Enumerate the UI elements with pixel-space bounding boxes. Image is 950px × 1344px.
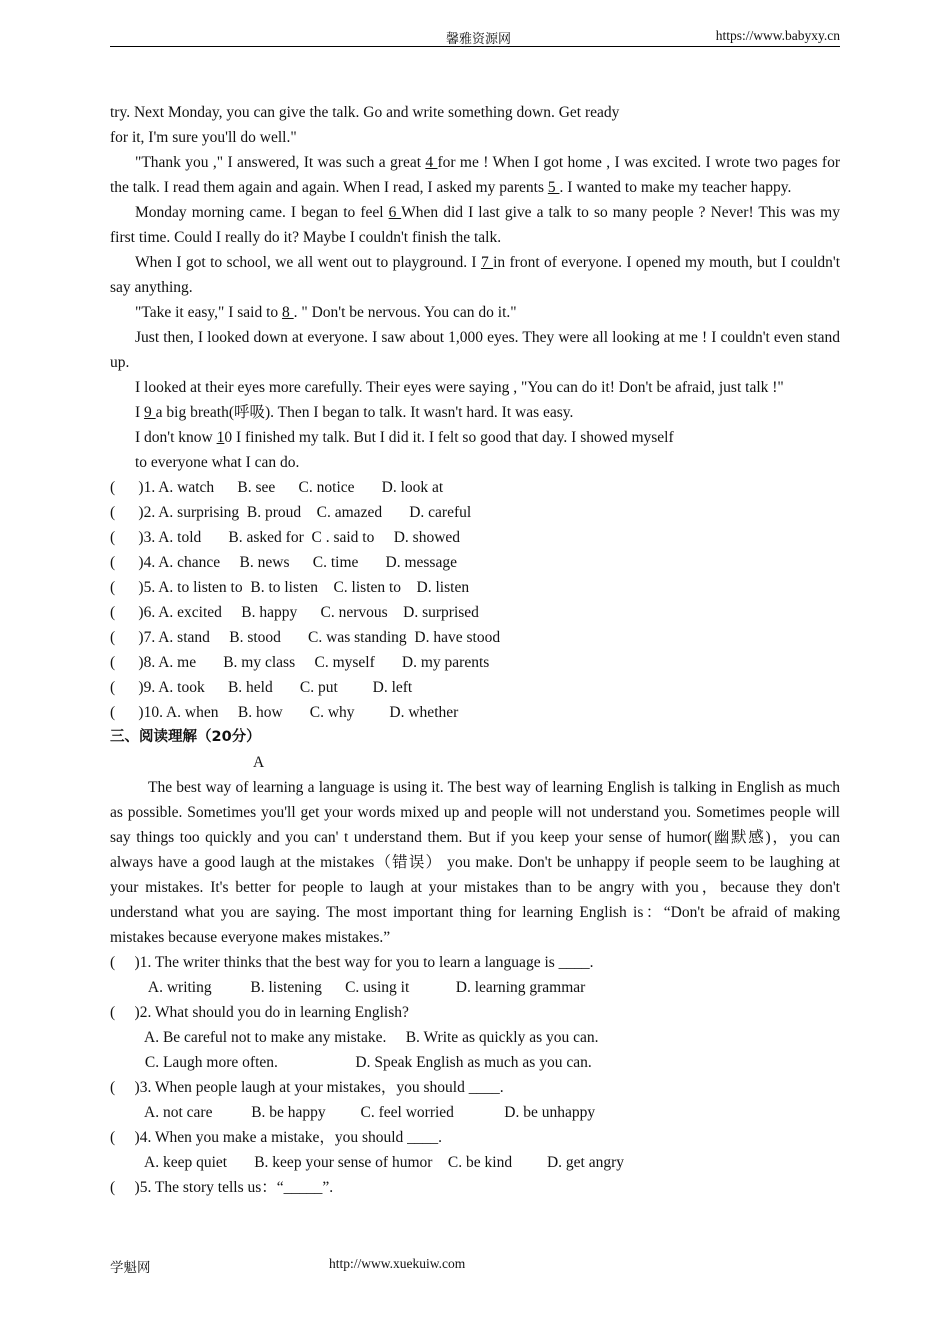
story-paragraph-11: to everyone what I can do. — [135, 454, 300, 471]
story-paragraph-7: Just then, I looked down at everyone. I saw about 1,000 eyes. They were all looking at me ! I couldn't even stand up. — [110, 329, 840, 371]
reading-question-4-options: A. keep quiet B. keep your sense of humor C. be kind D. get angry — [110, 1154, 624, 1171]
cloze-question: ( )8. A. me B. my class C. myself D. my parents — [110, 654, 490, 671]
reading-question-3-options: A. not care B. be happy C. feel worried D. be unhappy — [110, 1104, 596, 1121]
cloze-question: ( )5. A. to listen to B. to listen C. listen to D. listen — [110, 579, 470, 596]
cloze-question: ( )1. A. watch B. see C. notice D. look at — [110, 479, 444, 496]
cloze-question: ( )2. A. surprising B. proud C. amazed D. careful — [110, 504, 472, 521]
story-paragraph-8: I looked at their eyes more carefully. Their eyes were saying , "You can do it! Don't be afraid, just talk !" — [135, 379, 784, 396]
blank-4: 4 — [425, 154, 438, 171]
cloze-question: ( )10. A. when B. how C. why D. whether — [110, 704, 459, 721]
cloze-question: ( )7. A. stand B. stood C. was standing D. have stood — [110, 629, 501, 646]
footer-site-name: 学魁网 — [110, 1260, 151, 1275]
reading-question-2-options-cd: C. Laugh more often. D. Speak English as much as you can. — [110, 1054, 592, 1071]
cloze-question: ( )3. A. told B. asked for C . said to D. showed — [110, 529, 461, 546]
reading-question-3: ( )3. When people laugh at your mistakes，you should ____. — [110, 1079, 504, 1096]
passage-a: The best way of learning a language is using it. The best way of learning English is talking in English as much as possible. Sometimes you'll get your words mixed up and people will not understand you. Sometimes people will say things too quickly and you can' t understand them. But if you keep your sense of humor(幽默感)，you can always have a good laugh at the mistakes（错误） you make. Don't be unhappy if people seem to be laughing at your mistakes. It's better for people to laugh at your mistakes than to be angry with you，because they don't understand what you are saying. The most important thing for learning English is：“Don't be afraid of making mistakes because everyone makes mistakes.” — [110, 779, 840, 946]
page-header — [110, 26, 840, 47]
story-paragraph-9: I 9 a big breath(呼吸). Then I began to talk. It wasn't hard. It was easy. — [135, 404, 574, 421]
blank-8: 8 — [282, 304, 294, 321]
story-paragraph-3: "Thank you ," I answered, It was such a great 4 for me ! When I got home , I was excited. I wrote two pages for the talk. I read them again and again. When I read, I asked my parents 5 . I wanted to make my teacher happy. — [110, 154, 840, 196]
story-paragraph-10: I don't know 10 I finished my talk. But I did it. I felt so good that day. I showed myself — [135, 429, 674, 446]
section-title-reading: 三、阅读理解（20分） — [110, 729, 261, 745]
cloze-question: ( )6. A. excited B. happy C. nervous D. surprised — [110, 604, 479, 621]
reading-question-1-options: A. writing B. listening C. using it D. learning grammar — [110, 979, 586, 996]
story-paragraph-4: Monday morning came. I began to feel 6 When did I last give a talk to so many people ? Never! This was my first time. Could I really do it? Maybe I couldn't finish the talk. — [110, 204, 840, 246]
reading-question-4: ( )4. When you make a mistake，you should ____. — [110, 1129, 443, 1146]
blank-5: 5 — [547, 179, 560, 196]
story-line-1: try. Next Monday, you can give the talk. Go and write something down. Get ready — [110, 104, 620, 121]
document-body — [110, 100, 840, 1200]
story-line-2: for it, I'm sure you'll do well." — [110, 129, 297, 146]
reading-question-1: ( )1. The writer thinks that the best way for you to learn a language is ____. — [110, 954, 594, 971]
passage-label: A — [253, 754, 265, 771]
header-site-name: 馨雅资源网 — [446, 31, 512, 46]
story-paragraph-5: When I got to school, we all went out to playground. I 7 in front of everyone. I opened my mouth, but I couldn't say anything. — [110, 254, 840, 296]
footer-url[interactable]: http://www.xuekuiw.com — [329, 1256, 466, 1271]
cloze-question: ( )4. A. chance B. news C. time D. message — [110, 554, 457, 571]
reading-question-2: ( )2. What should you do in learning English? — [110, 1004, 409, 1021]
story-paragraph-6: "Take it easy," I said to 8 . " Don't be nervous. You can do it." — [135, 304, 517, 321]
blank-9: 9 — [144, 404, 156, 421]
header-url[interactable]: https://www.babyxy.cn — [715, 28, 840, 43]
cloze-question: ( )9. A. took B. held C. put D. left — [110, 679, 413, 696]
blank-6: 6 — [388, 204, 402, 221]
reading-question-2-options-ab: A. Be careful not to make any mistake. B. Write as quickly as you can. — [110, 1029, 599, 1046]
blank-10: 1 — [216, 429, 225, 446]
blank-7: 7 — [480, 254, 494, 271]
reading-question-5: ( )5. The story tells us：“_____”. — [110, 1179, 334, 1196]
